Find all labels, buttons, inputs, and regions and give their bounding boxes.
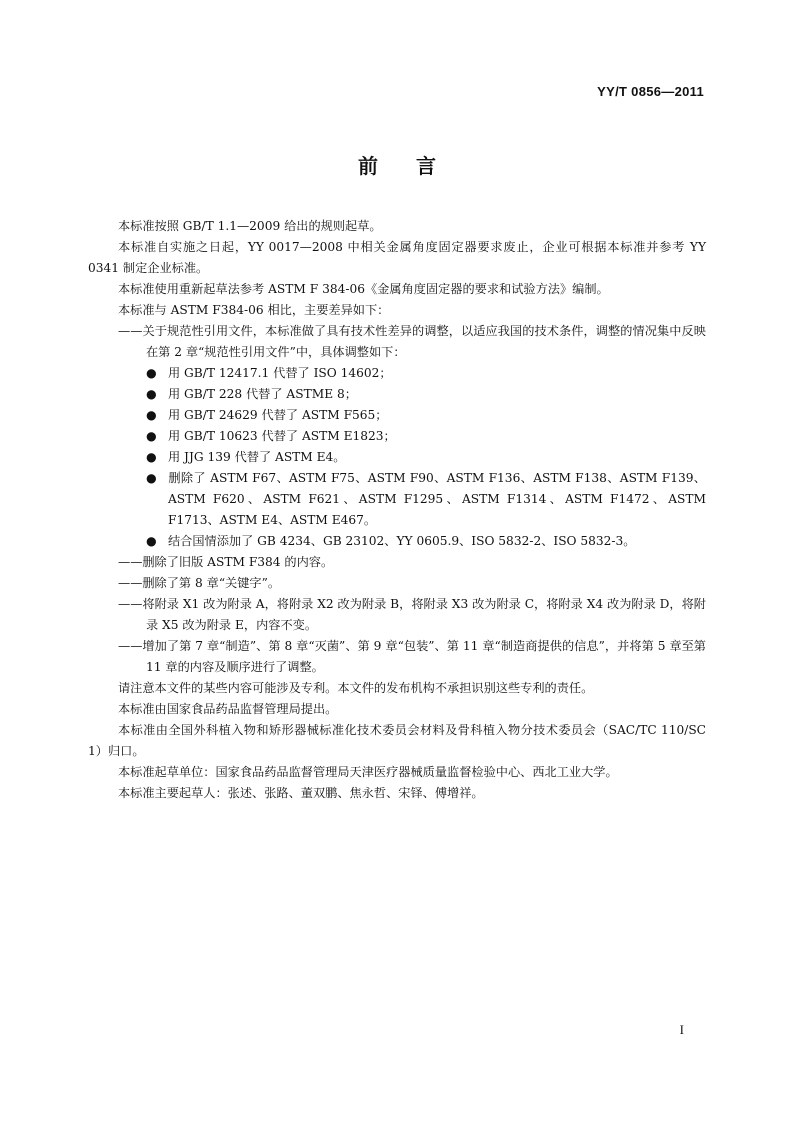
bullet-dot-icon: ● xyxy=(146,450,157,464)
paragraph: 本标准按照 GB/T 1.1—2009 给出的规则起草。 xyxy=(118,219,382,233)
bullet-dot-icon: ● xyxy=(146,387,157,401)
bullet-dot-icon: ● xyxy=(146,429,157,443)
paragraph: 本标准主要起草人：张述、张路、董双鹏、焦永哲、宋铎、傅增祥。 xyxy=(118,786,484,800)
bullet-item xyxy=(88,531,706,552)
bullet-item xyxy=(88,447,706,468)
bullet-text: 用 JJG 139 代替了 ASTM E4。 xyxy=(168,450,346,464)
bullet-text: 用 GB/T 24629 代替了 ASTM F565； xyxy=(168,408,388,422)
dash-item: ——关于规范性引用文件，本标准做了具有技术性差异的调整，以适应我国的技术条件，调整的情况集中反映在第 2 章“规范性引用文件”中，具体调整如下： xyxy=(118,324,706,359)
paragraph: 本标准与 ASTM F384-06 相比，主要差异如下： xyxy=(118,303,390,317)
bullet-item xyxy=(88,426,706,447)
standard-code: YY/T 0856—2011 xyxy=(597,84,704,99)
paragraph: 本标准使用重新起草法参考 ASTM F 384-06《金属角度固定器的要求和试验方法》编制。 xyxy=(118,282,609,296)
bullet-item xyxy=(88,363,706,384)
bullet-dot-icon: ● xyxy=(146,408,157,422)
bullet-text: 用 GB/T 10623 代替了 ASTM E1823； xyxy=(168,429,396,443)
page-number: I xyxy=(679,1022,684,1037)
paragraph: 请注意本文件的某些内容可能涉及专利。本文件的发布机构不承担识别这些专利的责任。 xyxy=(118,681,594,695)
paragraph: 本标准由国家食品药品监督管理局提出。 xyxy=(118,702,338,716)
bullet-item xyxy=(88,384,706,405)
paragraph: 本标准自实施之日起，YY 0017—2008 中相关金属角度固定器要求废止，企业可根据本标准并参考 YY 0341 制定企业标准。 xyxy=(88,240,706,275)
dash-item: ——将附录 X1 改为附录 A，将附录 X2 改为附录 B，将附录 X3 改为附录 C，将附录 X4 改为附录 D，将附录 X5 改为附录 E，内容不变。 xyxy=(118,597,706,632)
document-body xyxy=(88,216,706,804)
bullet-item xyxy=(88,468,706,531)
bullet-text: 删除了 ASTM F67、ASTM F75、ASTM F90、ASTM F136、ASTM F138、ASTM F139、ASTM F620、ASTM F621、ASTM F1295、ASTM F1314、ASTM F1472、ASTM F1713、ASTM E4、ASTM E467。 xyxy=(168,471,706,527)
bullet-dot-icon: ● xyxy=(146,366,157,380)
dash-item: ——删除了旧版 ASTM F384 的内容。 xyxy=(118,555,334,569)
bullet-text: 用 GB/T 228 代替了 ASTME 8； xyxy=(168,387,357,401)
bullet-item xyxy=(88,405,706,426)
bullet-text: 用 GB/T 12417.1 代替了 ISO 14602； xyxy=(168,366,392,380)
dash-item: ——增加了第 7 章“制造”、第 8 章“灭菌”、第 9 章“包装”、第 11 章“制造商提供的信息”，并将第 5 章至第 11 章的内容及顺序进行了调整。 xyxy=(118,639,706,674)
bullet-dot-icon: ● xyxy=(146,471,157,485)
page-title: 前言 xyxy=(358,154,474,178)
bullet-text: 结合国情添加了 GB 4234、GB 23102、YY 0605.9、ISO 5832-2、ISO 5832-3。 xyxy=(168,534,636,548)
dash-item: ——删除了第 8 章“关键字”。 xyxy=(118,576,281,590)
paragraph: 本标准由全国外科植入物和矫形器械标准化技术委员会材料及骨科植入物分技术委员会（SAC/TC 110/SC 1）归口。 xyxy=(88,723,706,758)
bullet-dot-icon: ● xyxy=(146,534,157,548)
paragraph: 本标准起草单位：国家食品药品监督管理局天津医疗器械质量监督检验中心、西北工业大学。 xyxy=(118,765,618,779)
